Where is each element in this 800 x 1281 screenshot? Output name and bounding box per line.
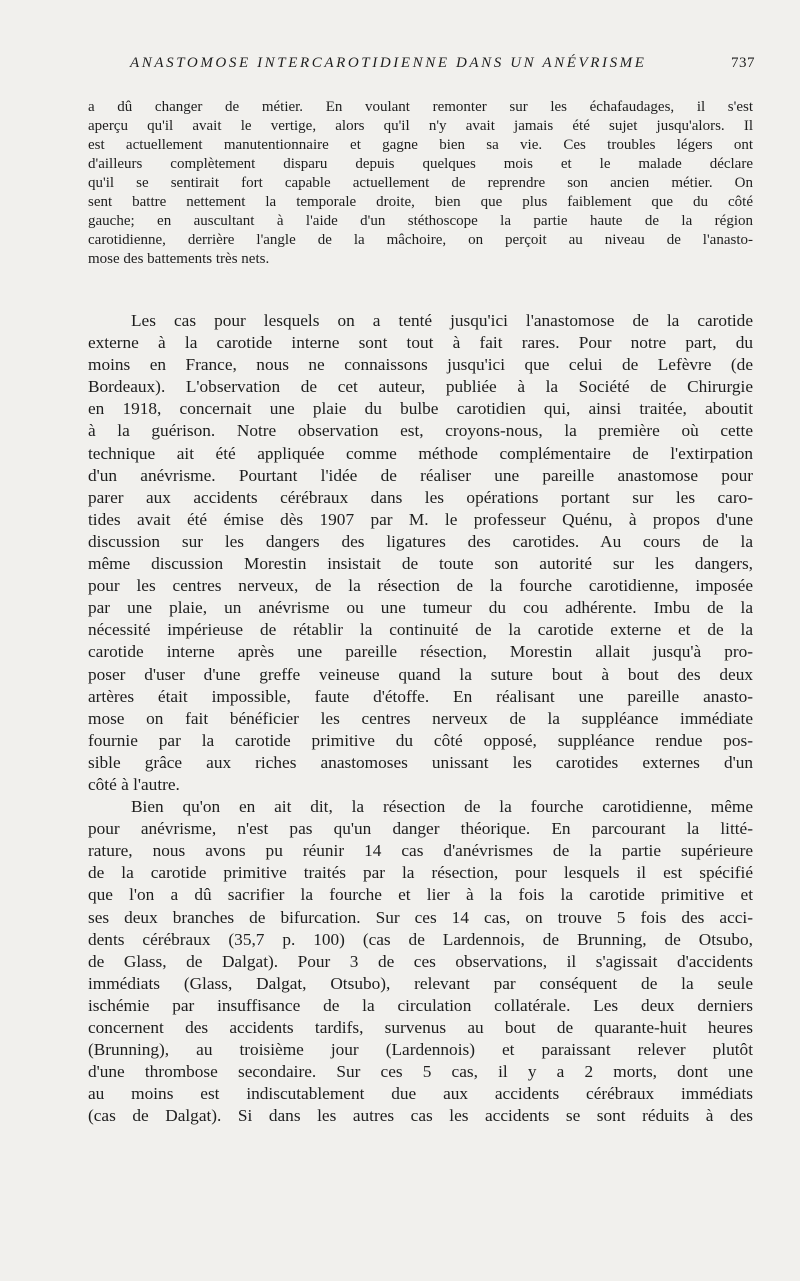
- text-line: dents cérébraux (35,7 p. 100) (cas de Lardennois, de Brunning, de Otsubo,: [88, 929, 753, 949]
- page-number: 737: [731, 55, 755, 71]
- text-line: externe à la carotide interne sont tout à fait rares. Pour notre part, du: [88, 333, 753, 353]
- paragraph-anastomosis-history: [88, 310, 753, 796]
- text-line: artères était impossible, faute d'étoffe. En réalisant une pareille anasto-: [88, 686, 753, 706]
- text-line: sible grâce aux riches anastomoses unissant les carotides externes d'un: [88, 752, 753, 772]
- paragraph-resection-cases: [88, 796, 753, 1127]
- text-line: Les cas pour lesquels on a tenté jusqu'ici l'anastomose de la carotide: [131, 311, 753, 330]
- text-line: d'une thrombose secondaire. Sur ces 5 cas, il y a 2 morts, dont une: [88, 1062, 753, 1082]
- text-line: discussion sur les dangers des ligatures des carotides. Au cours de la: [88, 531, 753, 551]
- text-line: d'un anévrisme. Pourtant l'idée de réaliser une pareille anastomose pour: [88, 465, 753, 485]
- text-line: carotide interne après une pareille résection, Morestin allait jusqu'à pro-: [88, 642, 753, 662]
- text-line: que l'on a dû sacrifier la fourche et lier à la fois la carotide primitive et: [88, 885, 753, 905]
- text-line: carotidienne, derrière l'angle de la mâchoire, on perçoit au niveau de l'anasto-: [88, 232, 753, 248]
- text-line: à la guérison. Notre observation est, croyons-nous, la première où cette: [88, 421, 753, 441]
- text-line: mose des battements très nets.: [88, 251, 270, 267]
- text-line: est actuellement manutentionnaire et gagne bien sa vie. Ces troubles légers ont: [88, 137, 753, 153]
- text-line: aperçu qu'il avait le vertige, alors qu'il n'y avait jamais été sujet jusqu'alors. Il: [88, 118, 753, 134]
- text-line: poser d'user d'une greffe veineuse quand la suture bout à bout des deux: [88, 664, 753, 684]
- text-line: parer aux accidents cérébraux dans les opérations portant sur les caro-: [88, 487, 753, 507]
- text-line: pour anévrisme, n'est pas qu'un danger théorique. En parcourant la litté-: [88, 819, 753, 839]
- text-line: de Glass, de Dalgat). Pour 3 de ces observations, il s'agissait d'accidents: [88, 951, 753, 971]
- text-line: a dû changer de métier. En voulant remonter sur les échafaudages, il s'est: [88, 99, 753, 115]
- text-line: moins en France, nous ne connaissons jusqu'ici que celui de Lefèvre (de: [88, 355, 753, 375]
- text-line: même discussion Morestin insistait de toute son autorité sur les dangers,: [88, 554, 753, 574]
- text-line: nécessité impérieuse de rétablir la continuité de la carotide externe et de la: [88, 620, 753, 640]
- text-line: (cas de Dalgat). Si dans les autres cas les accidents se sont réduits à des: [88, 1106, 753, 1126]
- text-line: en 1918, concernait une plaie du bulbe carotidien qui, ainsi traitée, aboutit: [88, 399, 753, 419]
- text-line: pour les centres nerveux, de la résection de la fourche carotidienne, imposée: [88, 576, 753, 596]
- text-line: fournie par la carotide primitive du côté opposé, suppléance rendue pos-: [88, 730, 753, 750]
- text-line: mose on fait bénéficier les centres nerveux de la suppléance immédiate: [88, 708, 753, 728]
- text-line: rature, nous avons pu réunir 14 cas d'anévrismes de la partie supérieure: [88, 841, 753, 861]
- text-line: ischémie par insuffisance de la circulation collatérale. Les deux derniers: [88, 995, 753, 1015]
- text-line: immédiats (Glass, Dalgat, Otsubo), relevant par conséquent de la seule: [88, 973, 753, 993]
- text-line: par une plaie, un anévrisme ou une tumeur du cou adhérente. Imbu de la: [88, 598, 753, 618]
- text-line: tides avait été émise dès 1907 par M. le professeur Quénu, à propos d'une: [88, 509, 753, 529]
- text-line: côté à l'autre.: [88, 774, 180, 794]
- text-line: Bien qu'on en ait dit, la résection de la fourche carotidienne, même: [131, 797, 753, 817]
- text-line: ses deux branches de bifurcation. Sur ces 14 cas, on trouve 5 fois des acci-: [88, 907, 753, 927]
- text-line: (Brunning), au troisième jour (Lardennois) et paraissant relever plutôt: [88, 1040, 753, 1060]
- text-line: concernent des accidents tardifs, survenus au bout de quarante-huit heures: [88, 1018, 753, 1037]
- text-line: de la carotide primitive traités par la résection, pour lesquels il est spécifié: [88, 863, 753, 883]
- text-line: sent battre nettement la temporale droite, bien que plus faiblement que du côté: [88, 194, 753, 210]
- text-line: d'ailleurs complètement disparu depuis quelques mois et le malade déclare: [88, 156, 753, 172]
- running-head-title: ANASTOMOSE INTERCAROTIDIENNE DANS UN ANÉVRISME: [130, 55, 647, 71]
- running-head: [130, 55, 755, 77]
- text-line: qu'il se sentirait fort capable actuellement de reprendre son ancien métier. On: [88, 175, 753, 191]
- text-line: technique ait été appliquée comme méthode complémentaire de l'extirpation: [88, 443, 753, 463]
- discussion-text: [88, 310, 753, 1127]
- text-line: au moins est indiscutablement due aux accidents cérébraux immédiats: [88, 1084, 753, 1104]
- text-line: Bordeaux). L'observation de cet auteur, publiée à la Société de Chirurgie: [88, 377, 753, 397]
- case-report-paragraph: [88, 98, 753, 269]
- text-line: gauche; en auscultant à l'aide d'un stéthoscope la partie haute de la région: [88, 213, 753, 229]
